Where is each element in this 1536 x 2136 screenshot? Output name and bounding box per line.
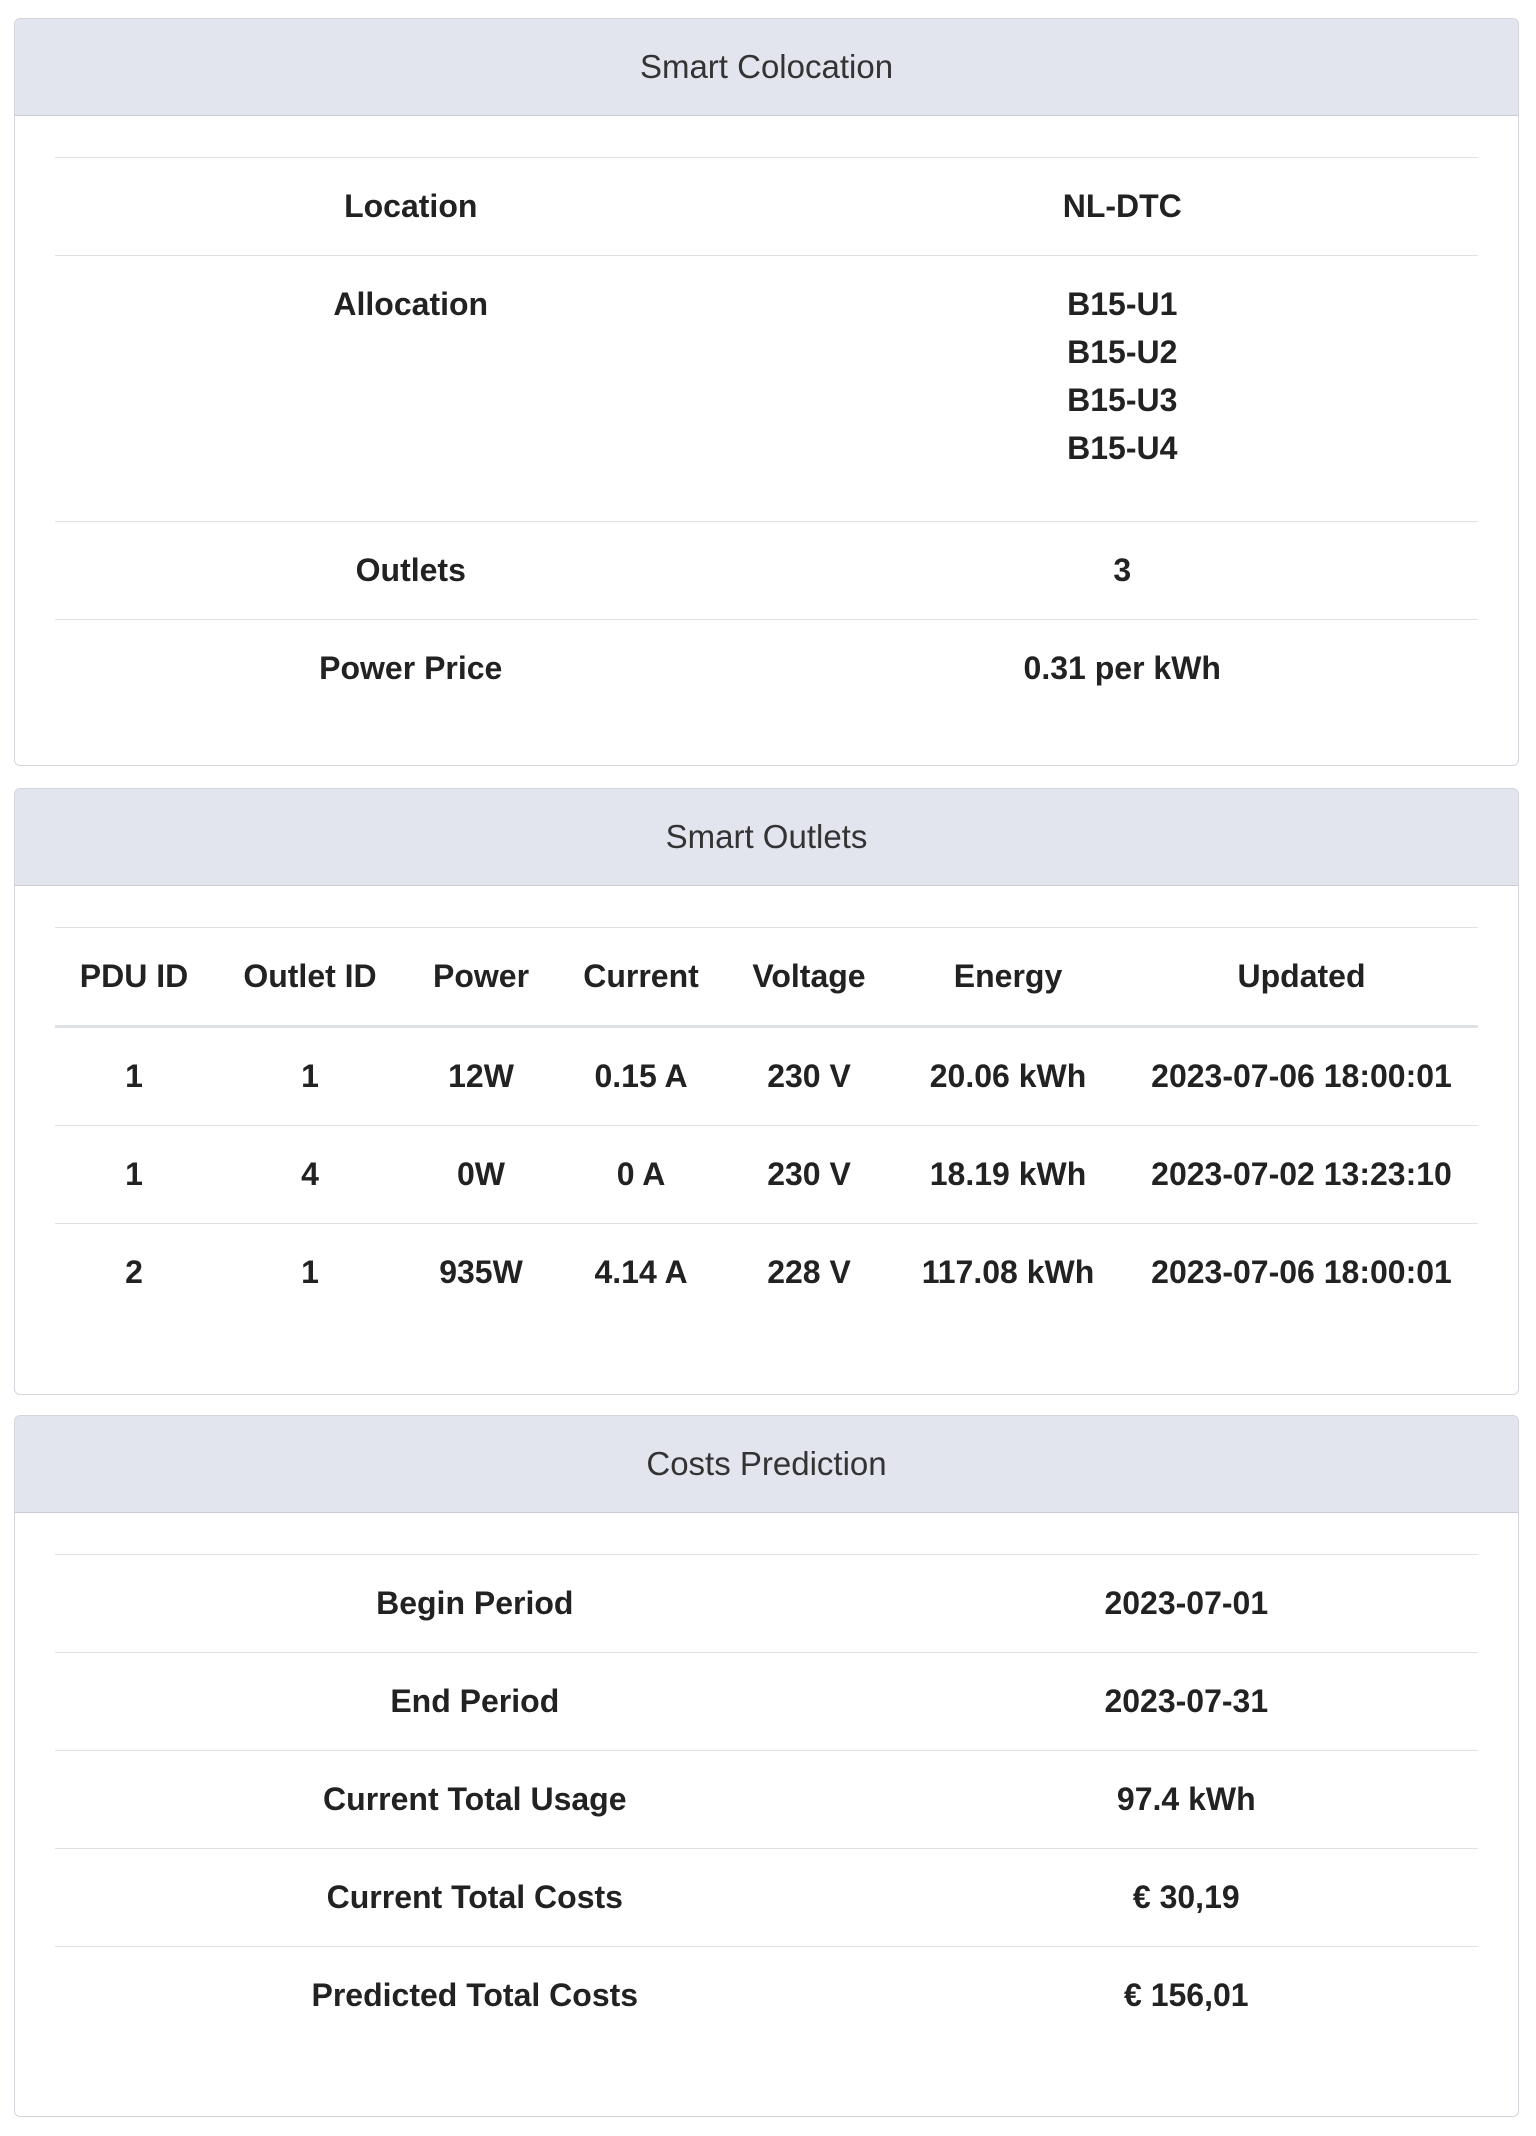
current-total-usage-value: 97.4 kWh: [895, 1751, 1478, 1849]
end-period-value: 2023-07-31: [895, 1653, 1478, 1751]
begin-period-label: Begin Period: [55, 1555, 895, 1653]
costs-table: [55, 1554, 1478, 2044]
costs-card: [14, 1415, 1519, 2117]
begin-period-value: 2023-07-01: [895, 1555, 1478, 1653]
column-header: Energy: [891, 928, 1125, 1027]
colocation-card-title: Smart Colocation: [15, 19, 1518, 116]
allocation-item: B15-U3: [1067, 382, 1178, 418]
table-row: [55, 1555, 1478, 1653]
current-total-costs-value: € 30,19: [895, 1849, 1478, 1947]
colocation-table: [55, 157, 1478, 717]
table-row: [55, 1947, 1478, 2045]
end-period-label: End Period: [55, 1653, 895, 1751]
column-header: Updated: [1125, 928, 1478, 1027]
table-row: [55, 1027, 1478, 1126]
power-price-label: Power Price: [55, 620, 767, 718]
table-cell: 18.19 kWh: [891, 1126, 1125, 1224]
colocation-card: [14, 18, 1519, 766]
table-cell: 230 V: [727, 1027, 891, 1126]
location-label: Location: [55, 158, 767, 256]
table-row: [55, 1653, 1478, 1751]
allocation-label: Allocation: [55, 256, 767, 522]
table-cell: 2023-07-02 13:23:10: [1125, 1126, 1478, 1224]
column-header: Power: [407, 928, 555, 1027]
table-cell: 4.14 A: [555, 1224, 727, 1322]
table-cell: 2023-07-06 18:00:01: [1125, 1224, 1478, 1322]
table-cell: 0.15 A: [555, 1027, 727, 1126]
table-row: [55, 256, 1478, 522]
column-header: Outlet ID: [213, 928, 407, 1027]
table-cell: 0W: [407, 1126, 555, 1224]
table-header-row: [55, 928, 1478, 1027]
table-cell: 1: [55, 1126, 213, 1224]
table-row: [55, 158, 1478, 256]
table-cell: 117.08 kWh: [891, 1224, 1125, 1322]
table-cell: 2023-07-06 18:00:01: [1125, 1027, 1478, 1126]
outlets-card-title: Smart Outlets: [15, 789, 1518, 886]
table-row: [55, 1224, 1478, 1322]
table-cell: 2: [55, 1224, 213, 1322]
outlets-table: [55, 927, 1478, 1321]
predicted-total-costs-label: Predicted Total Costs: [55, 1947, 895, 2045]
table-cell: 0 A: [555, 1126, 727, 1224]
allocation-item: B15-U2: [1067, 334, 1178, 370]
outlets-label: Outlets: [55, 522, 767, 620]
column-header: Voltage: [727, 928, 891, 1027]
predicted-total-costs-value: € 156,01: [895, 1947, 1478, 2045]
allocation-item: B15-U1: [1067, 286, 1178, 322]
allocation-item: B15-U4: [1067, 430, 1178, 466]
outlets-value: 3: [767, 522, 1479, 620]
column-header: PDU ID: [55, 928, 213, 1027]
current-total-usage-label: Current Total Usage: [55, 1751, 895, 1849]
table-cell: 20.06 kWh: [891, 1027, 1125, 1126]
table-row: [55, 1849, 1478, 1947]
table-row: [55, 620, 1478, 718]
table-cell: 935W: [407, 1224, 555, 1322]
allocation-values: [767, 256, 1479, 522]
column-header: Current: [555, 928, 727, 1027]
table-row: [55, 1751, 1478, 1849]
table-row: [55, 522, 1478, 620]
table-cell: 1: [55, 1027, 213, 1126]
costs-card-title: Costs Prediction: [15, 1416, 1518, 1513]
outlets-card: [14, 788, 1519, 1395]
table-cell: 230 V: [727, 1126, 891, 1224]
table-cell: 1: [213, 1224, 407, 1322]
table-cell: 4: [213, 1126, 407, 1224]
power-price-value: 0.31 per kWh: [767, 620, 1479, 718]
table-cell: 228 V: [727, 1224, 891, 1322]
current-total-costs-label: Current Total Costs: [55, 1849, 895, 1947]
table-cell: 1: [213, 1027, 407, 1126]
location-value: NL-DTC: [767, 158, 1479, 256]
table-cell: 12W: [407, 1027, 555, 1126]
table-row: [55, 1126, 1478, 1224]
